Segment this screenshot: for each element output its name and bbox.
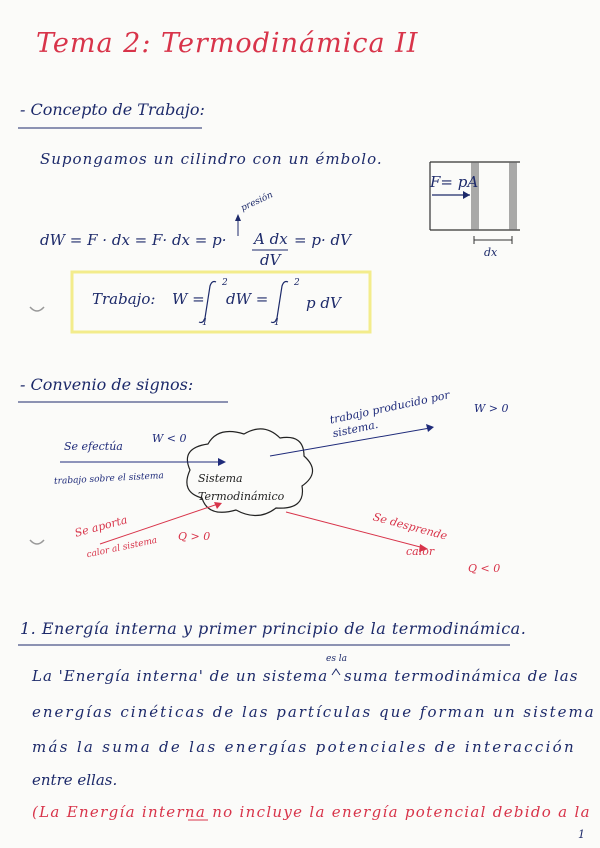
paragraph-line-3: más la suma de las energías potenciales de interacción: [32, 738, 576, 756]
punch-hole-top: [30, 307, 44, 311]
work-out-sign: W > 0: [474, 402, 509, 415]
paragraph-line-1a: La 'Energía interna' de un sistema: [32, 667, 329, 685]
integral-upper-2: 2: [294, 278, 300, 288]
figure-force-label: F= pA: [430, 173, 479, 191]
section-heading-energia-interna: 1. Energía interna y primer principio de la termodinámica.: [20, 619, 527, 638]
work-in-label-a: Se efectúa: [64, 440, 123, 453]
paragraph-line-5: (La Energía interna no incluye la energía potencial debido a la: [32, 803, 591, 821]
heat-in-sign: Q > 0: [178, 530, 211, 543]
paragraph-line-4: entre ellas.: [32, 771, 118, 789]
page-title: Tema 2: Termodinámica II: [36, 28, 419, 59]
section-heading-signos: - Convenio de signos:: [20, 375, 194, 394]
heat-out-label-a: Se desprende: [371, 510, 449, 543]
equation-work-right: = p· dV: [294, 231, 351, 249]
section-heading-trabajo: - Concepto de Trabajo:: [20, 100, 205, 119]
integral-lower-1: 1: [202, 318, 208, 328]
heat-in-label-b: calor al sistema: [85, 535, 159, 561]
paragraph-line-2: energías cinéticas de las partículas que forman un sistema: [32, 703, 596, 721]
work-out-label: trabajo producido por sistema.: [328, 388, 451, 441]
heat-in-label-a: Se aporta: [73, 513, 129, 540]
heat-out-sign: Q < 0: [468, 562, 501, 575]
paragraph-line-1b: suma termodinámica de las: [344, 667, 579, 685]
box-equation-dw: dW =: [226, 290, 269, 308]
punch-hole-bottom: [30, 540, 44, 544]
box-equation-pdv: p dV: [306, 294, 341, 312]
equation-work-left: dW = F · dx = F· dx = p·: [40, 231, 227, 249]
paragraph-line-1-insert: es la: [326, 654, 348, 664]
intro-text: Supongamos un cilindro con un émbolo.: [40, 150, 383, 168]
integral-lower-2: 1: [274, 318, 280, 328]
system-label: Sistema Termodinámico: [198, 472, 285, 503]
page-number: 1: [578, 828, 585, 841]
box-label-trabajo: Trabajo:: [92, 290, 156, 308]
figure-dx-label: dx: [484, 246, 498, 259]
equation-fraction-denominator: dV: [260, 251, 281, 269]
heat-out-label-b: calor: [406, 545, 435, 558]
work-in-label-b: trabajo sobre el sistema: [53, 471, 164, 487]
label-presion: presión: [239, 190, 275, 214]
equation-fraction-numerator: A dx: [254, 230, 288, 248]
box-equation-w: W =: [172, 290, 205, 308]
integral-upper-1: 2: [222, 278, 228, 288]
work-in-arrow: [60, 458, 226, 466]
work-in-sign: W < 0: [152, 432, 187, 445]
